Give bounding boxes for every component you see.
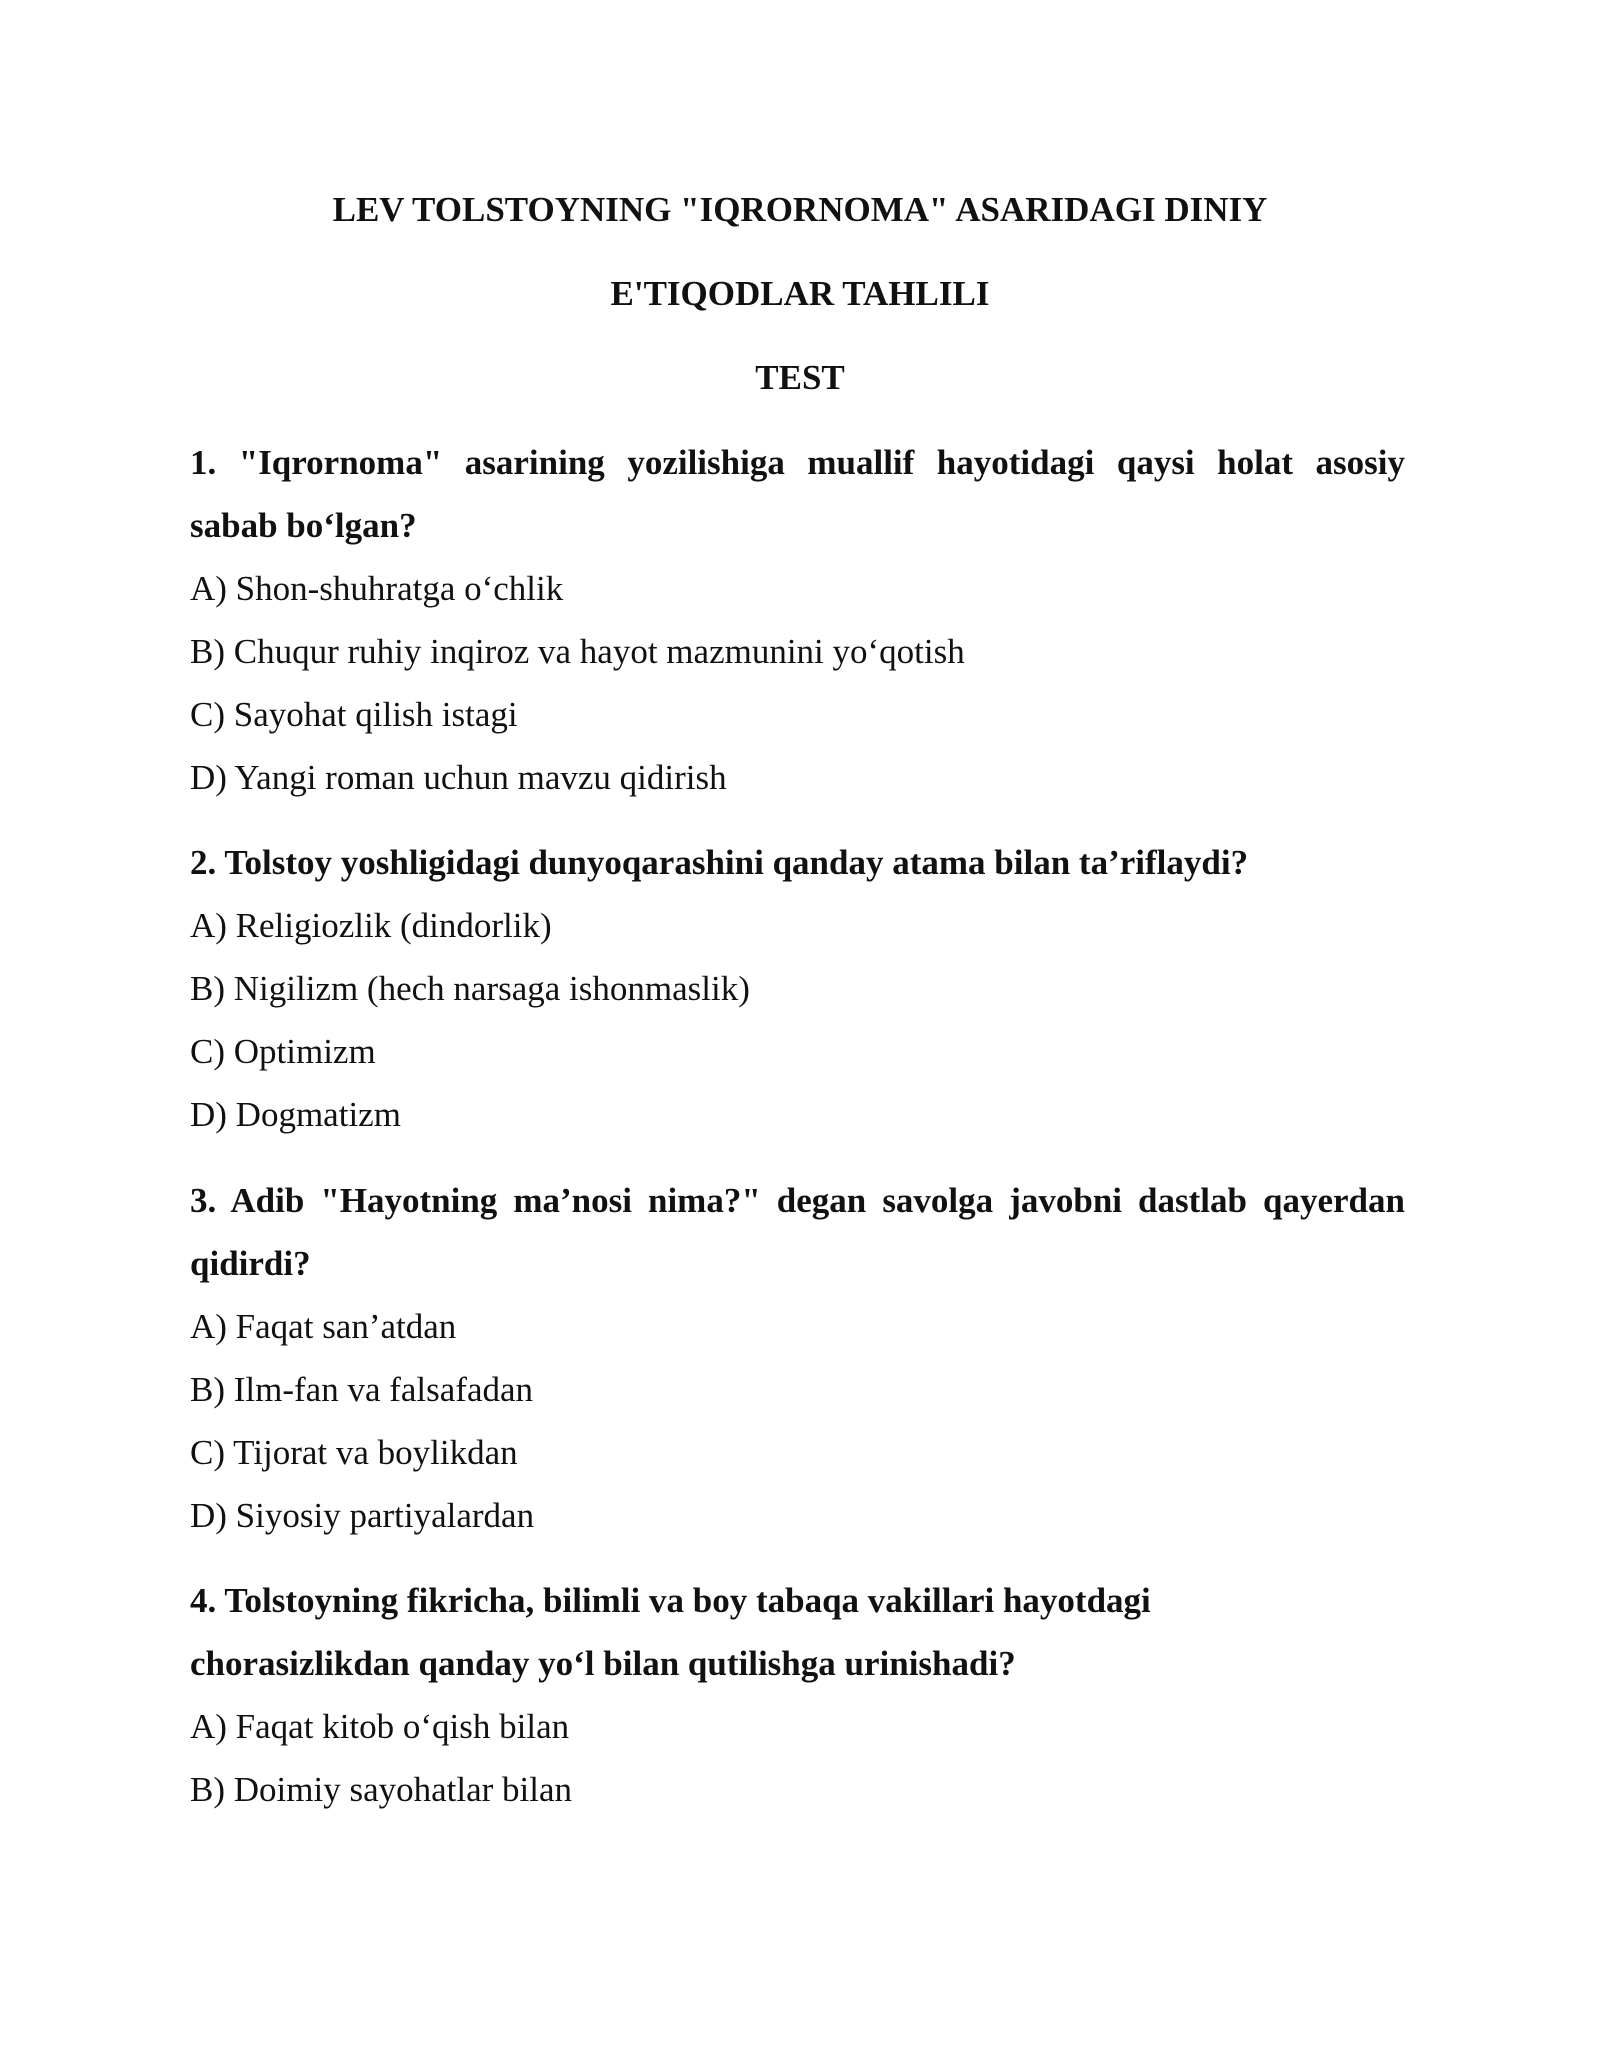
question-3-option-a: A) Faqat san’atdan <box>190 1307 457 1346</box>
question-2-option-b: B) Nigilizm (hech narsaga ishonmaslik) <box>190 969 750 1008</box>
question-3-line-1: 3. Adib "Hayotning ma’nosi nima?" degan savolga javobni dastlab qayerdan <box>190 1181 1405 1220</box>
question-2-option-c: C) Optimizm <box>190 1032 376 1071</box>
question-2-line-1: 2. Tolstoy yoshligidagi dunyoqarashini qanday atama bilan ta’riflaydi? <box>190 843 1249 882</box>
question-3-option-b: B) Ilm-fan va falsafadan <box>190 1370 534 1409</box>
question-4-line-2: chorasizlikdan qanday yo‘l bilan qutilishga urinishadi? <box>190 1644 1016 1683</box>
question-1-option-c: C) Sayohat qilish istagi <box>190 695 518 734</box>
question-4-option-a: A) Faqat kitob o‘qish bilan <box>190 1707 570 1746</box>
title-line-1: LEV TOLSTOYNING "IQRORNOMA" ASARIDAGI DINIY <box>332 190 1268 229</box>
question-1-line-2: sabab bo‘lgan? <box>190 506 417 545</box>
question-1-option-b: B) Chuqur ruhiy inqiroz va hayot mazmunini yo‘qotish <box>190 632 965 671</box>
question-3-line-2: qidirdi? <box>190 1244 311 1283</box>
question-4-line-1: 4. Tolstoyning fikricha, bilimli va boy tabaqa vakillari hayotdagi <box>190 1581 1151 1620</box>
question-2-option-a: A) Religiozlik (dindorlik) <box>190 906 552 945</box>
question-1-line-1: 1. "Iqrornoma" asarining yozilishiga muallif hayotidagi qaysi holat asosiy <box>190 443 1405 482</box>
question-1-option-a: A) Shon-shuhratga o‘chlik <box>190 569 564 608</box>
title-test: TEST <box>755 358 845 397</box>
question-3-option-d: D) Siyosiy partiyalardan <box>190 1496 535 1535</box>
title-line-2: E'TIQODLAR TAHLILI <box>610 274 990 313</box>
question-2-option-d: D) Dogmatizm <box>190 1095 401 1134</box>
question-3-option-c: C) Tijorat va boylikdan <box>190 1433 518 1472</box>
question-4-option-b: B) Doimiy sayohatlar bilan <box>190 1770 573 1809</box>
question-1-option-d: D) Yangi roman uchun mavzu qidirish <box>190 758 727 797</box>
